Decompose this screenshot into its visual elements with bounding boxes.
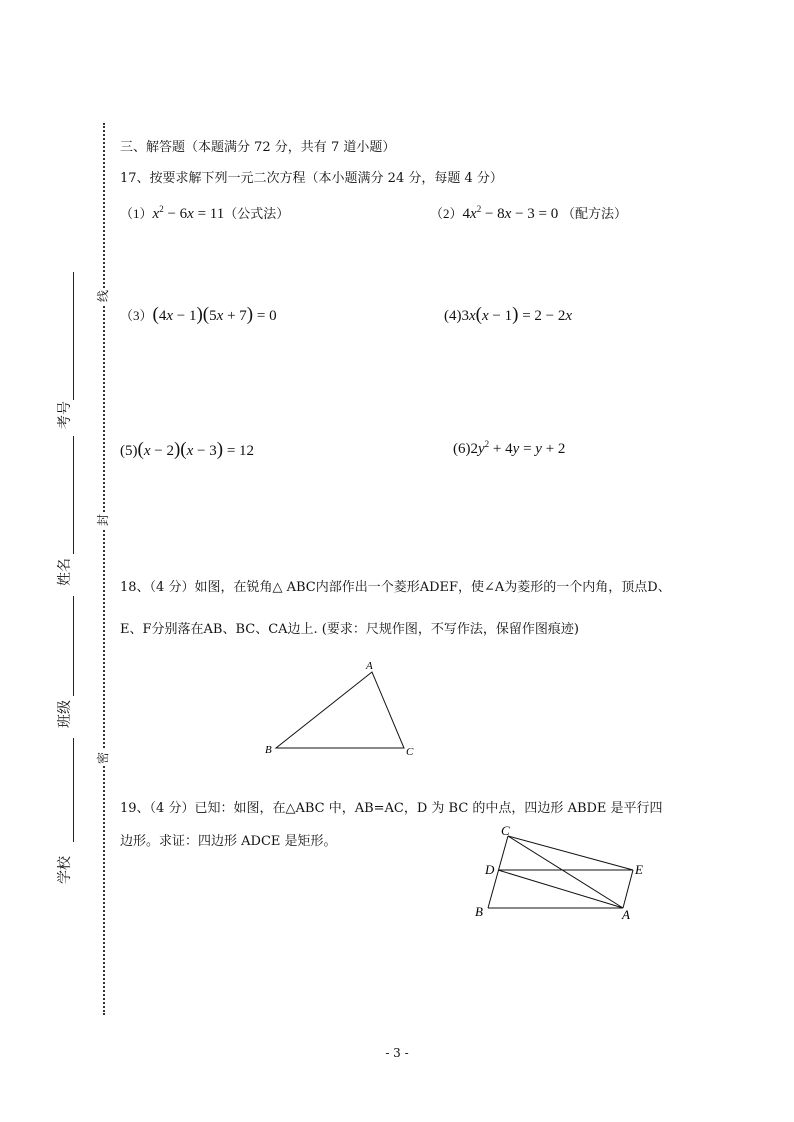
q18-vertex-c-label: C: [406, 746, 414, 758]
q17-part5: (5)(x − 2)(x − 3) = 12: [120, 439, 255, 460]
q17-part1-label: （1）: [120, 206, 153, 221]
class-blank-line: [73, 596, 74, 696]
q17-part3: （3）(4x − 1)(5x + 7) = 0: [120, 304, 277, 325]
exam-no-blank-line: [73, 272, 74, 400]
q19-segment-ae: [623, 870, 633, 908]
q19-line2: 边形。求证：四边形 ADCE 是矩形。: [120, 834, 337, 849]
q18-line2: E、F分别落在AB、BC、CA边上. (要求：尺规作图，不写作法，保留作图痕迹): [120, 622, 579, 637]
q19-vertex-e-label: E: [635, 862, 643, 877]
q19-vertex-a-label: A: [622, 907, 630, 922]
q19-vertex-b-label: B: [475, 904, 483, 919]
q17-part6-label: (6): [453, 441, 471, 457]
q19-segment-da: [498, 870, 623, 908]
page-number: - 3 -: [385, 1046, 409, 1060]
q18-vertex-a-label: A: [366, 660, 373, 672]
q17-title: 17、按要求解下列一元二次方程（本小题满分 24 分，每题 4 分）: [120, 171, 503, 186]
q19-parallelogram-figure: [470, 822, 660, 922]
q19-segment-ce: [508, 836, 633, 870]
q19-line1: 19、（4 分）已知：如图，在△ABC 中，AB=AC，D 为 BC 的中点，四边形 ABDE 是平行四: [120, 801, 663, 816]
q18-triangle-figure: [260, 658, 420, 760]
q17-part1-method: （公式法）: [224, 206, 290, 221]
name-label: 姓名: [57, 558, 73, 586]
q18-triangle-abc: [276, 672, 404, 748]
q19-vertex-c-label: C: [501, 823, 510, 838]
class-label: 班级: [57, 700, 73, 728]
q17-part4-label: (4): [444, 308, 462, 324]
q17-part3-label: （3）: [120, 308, 153, 323]
school-blank-line: [73, 738, 74, 842]
q19-segment-ca: [508, 836, 623, 908]
q17-part4: (4)3x(x − 1) = 2 − 2x: [444, 304, 573, 325]
q19-vertex-d-label: D: [485, 862, 495, 877]
school-label: 学校: [57, 856, 73, 884]
q18-vertex-b-label: B: [265, 744, 272, 756]
binding-dotted-line: [103, 123, 105, 1015]
seal-char-mi: 密: [96, 752, 110, 765]
seal-char-xian: 线: [96, 290, 110, 303]
seal-char-feng: 封: [96, 514, 110, 527]
q17-part5-label: (5): [120, 443, 138, 459]
q17-part2-method: （配方法）: [562, 206, 628, 221]
section-title: 三、解答题（本题满分 72 分，共有 7 道小题）: [120, 140, 396, 155]
q17-part1: $(1)x^2 - 6x = 11$（公式法）: [120, 204, 290, 222]
q17-part2: $(2)4x^2 - 8x - 3 = 0$ （配方法）: [430, 204, 628, 222]
exam-no-label: 考号: [57, 401, 73, 429]
q18-line1: 18、（4 分）如图，在锐角△ ABC内部作出一个菱形ADEF，使∠A为菱形的一个内角，顶点D、: [120, 580, 671, 595]
q17-part2-label: （2）: [430, 206, 463, 221]
name-blank-line: [73, 436, 74, 554]
q17-part6: $(6)2y^2 + 4y = y + 2$: [453, 439, 566, 457]
